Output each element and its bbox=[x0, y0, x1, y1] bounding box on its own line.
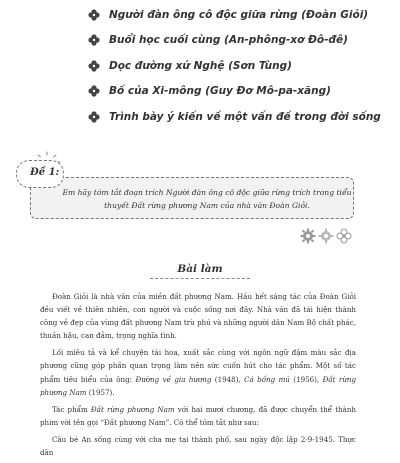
paragraph-text: với hai mươi chương, đã được chuyển thể thành phim với tên gọi “Đất phương Nam”. Có thể tóm tắt như sau: bbox=[40, 404, 356, 427]
clover-bullet-icon bbox=[88, 60, 100, 72]
gear-icon bbox=[300, 228, 316, 244]
table-of-contents bbox=[88, 2, 388, 130]
exercise-badge bbox=[16, 160, 64, 188]
clover-bullet-icon bbox=[88, 85, 100, 97]
toc-item-label: Người đàn ông cô độc giữa rừng (Đoàn Giỏi) bbox=[109, 8, 369, 21]
task-text-middle: trích trong tiểu thuyết bbox=[104, 188, 352, 210]
toc-item bbox=[88, 2, 388, 28]
toc-item bbox=[88, 53, 388, 79]
task-text-after: của nhà văn Đoàn Giỏi. bbox=[218, 201, 310, 210]
toc-item bbox=[88, 79, 388, 105]
answer-heading: Bài làm bbox=[177, 263, 223, 275]
work-title: Đất rừng phương Nam bbox=[90, 404, 175, 414]
clover-bullet-icon bbox=[88, 34, 100, 46]
paragraph: Đoàn Giỏi là nhà văn của miền đất phương Nam. Hầu hết sáng tác của Đoàn Giỏi đều viết về thiên nhiên, con người và cuộc sống nơi đây. Nhà văn đã tái hiện thành công vẻ đẹp của vùng đất phương Nam trù phú và những người dân Nam Bộ chất phác, thuần hậu, can đảm, trọng nghĩa tình. bbox=[40, 292, 356, 341]
heading-divider bbox=[150, 278, 250, 279]
work-year: (1956), bbox=[289, 374, 323, 384]
exercise-task bbox=[62, 186, 352, 212]
work-year: (1957). bbox=[86, 387, 115, 397]
work-title: Đường về gia hương bbox=[135, 374, 212, 384]
paragraph-text: Tác phẩm bbox=[52, 404, 91, 414]
answer-body bbox=[40, 290, 356, 463]
work-year: (1948), bbox=[211, 374, 245, 384]
toc-item bbox=[88, 104, 388, 130]
gear-icon bbox=[318, 228, 334, 244]
decoration-group bbox=[300, 228, 352, 244]
work-title: Cá bống mú bbox=[244, 374, 290, 384]
task-text-before: Em hãy tóm tắt đoạn trích bbox=[62, 188, 166, 197]
paragraph: Câu bé An sống cùng với cha mẹ tại thành phố, sau ngày độc lập 2-9-1945. Thực dân bbox=[40, 434, 356, 458]
paragraph bbox=[40, 346, 356, 398]
exercise-label: Đề 1: bbox=[30, 167, 60, 178]
toc-item-label: Buổi học cuối cùng (An-phông-xơ Đô-đê) bbox=[109, 34, 348, 47]
clover-bullet-icon bbox=[88, 111, 100, 123]
toc-item-label: Dọc đường xứ Nghệ (Sơn Tùng) bbox=[109, 59, 292, 72]
paragraph-text: Lối miêu tả và kể chuyện tài hoa, xuất sắc cùng với ngôn ngữ đậm màu sắc địa phương cũng góp phần quan trọng làm nên sức cuốn hút cho tác phẩm. Một số tác phẩm tiêu biểu của ông: bbox=[40, 348, 356, 384]
task-novel-title: Đất rừng phương Nam bbox=[131, 201, 219, 210]
toc-item-label: Bố của Xi-mông (Guy Đơ Mô-pa-xăng) bbox=[109, 85, 331, 98]
toc-item bbox=[88, 28, 388, 54]
task-excerpt-title: Người đàn ông cô độc giữa rừng bbox=[165, 188, 290, 197]
clover-bullet-icon bbox=[88, 9, 100, 21]
flower-icon bbox=[336, 228, 352, 244]
paragraph bbox=[40, 403, 356, 429]
work-title: Đất rừng phương Nam bbox=[40, 374, 356, 397]
toc-item-label: Trình bày ý kiến về một vấn đề trong đời sống bbox=[109, 110, 381, 123]
